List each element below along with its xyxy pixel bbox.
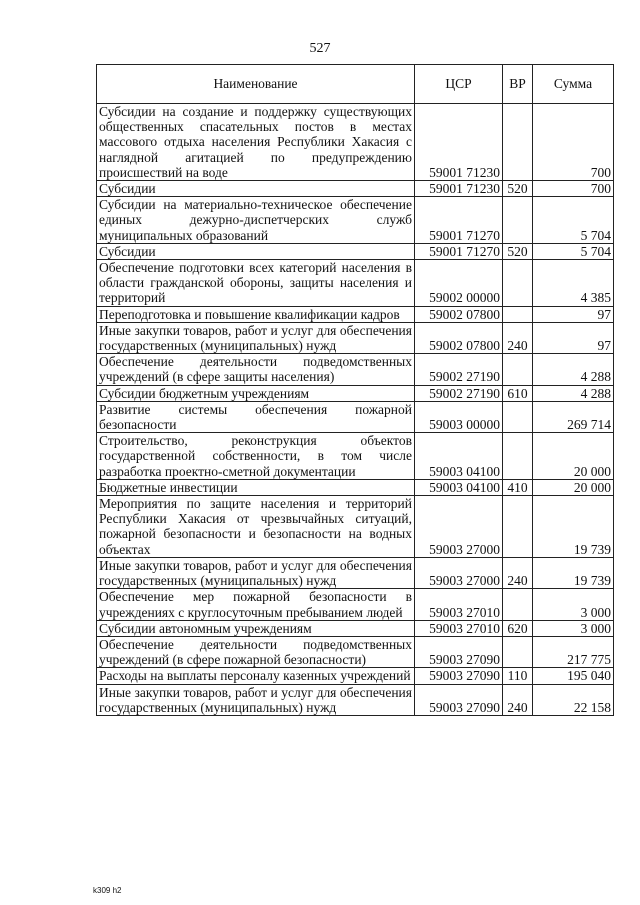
cell-name: Субсидии на материально-техническое обеспечение единых дежурно-диспетчерских служб муниципальных образований xyxy=(97,197,415,244)
table-row xyxy=(97,104,614,181)
cell-csr: 59001 71230 xyxy=(415,181,503,197)
table-row xyxy=(97,684,614,715)
cell-csr: 59003 27090 xyxy=(415,636,503,667)
column-header-csr: ЦСР xyxy=(415,65,503,104)
cell-vr: 240 xyxy=(503,684,533,715)
cell-vr xyxy=(503,197,533,244)
table-header-row xyxy=(97,65,614,104)
cell-csr: 59002 27190 xyxy=(415,354,503,385)
table-row xyxy=(97,668,614,684)
cell-sum: 195 040 xyxy=(533,668,614,684)
cell-vr: 240 xyxy=(503,322,533,353)
cell-csr: 59003 27010 xyxy=(415,589,503,620)
cell-csr: 59003 00000 xyxy=(415,401,503,432)
cell-name: Иные закупки товаров, работ и услуг для обеспечения государственных (муниципальных) нужд xyxy=(97,684,415,715)
cell-csr: 59001 71230 xyxy=(415,104,503,181)
cell-vr xyxy=(503,496,533,558)
cell-csr: 59003 04100 xyxy=(415,433,503,480)
table-row xyxy=(97,433,614,480)
table-row xyxy=(97,479,614,495)
cell-sum: 5 704 xyxy=(533,243,614,259)
cell-name: Мероприятия по защите населения и территорий Республики Хакасия от чрезвычайных ситуаций, пожарной безопасности и безопасности на водных объектах xyxy=(97,496,415,558)
cell-sum: 3 000 xyxy=(533,620,614,636)
cell-sum: 19 739 xyxy=(533,496,614,558)
table-row xyxy=(97,197,614,244)
cell-vr: 110 xyxy=(503,668,533,684)
cell-name: Субсидии бюджетным учреждениям xyxy=(97,385,415,401)
cell-sum: 700 xyxy=(533,104,614,181)
table-row xyxy=(97,322,614,353)
cell-vr: 610 xyxy=(503,385,533,401)
cell-sum: 3 000 xyxy=(533,589,614,620)
cell-csr: 59002 27190 xyxy=(415,385,503,401)
column-header-sum: Сумма xyxy=(533,65,614,104)
cell-sum: 20 000 xyxy=(533,433,614,480)
table-row xyxy=(97,260,614,307)
cell-sum: 5 704 xyxy=(533,197,614,244)
budget-table xyxy=(96,64,614,716)
cell-csr: 59001 71270 xyxy=(415,243,503,259)
cell-name: Расходы на выплаты персоналу казенных учреждений xyxy=(97,668,415,684)
cell-sum: 97 xyxy=(533,306,614,322)
cell-name: Иные закупки товаров, работ и услуг для обеспечения государственных (муниципальных) нужд xyxy=(97,322,415,353)
cell-vr xyxy=(503,260,533,307)
cell-sum: 4 385 xyxy=(533,260,614,307)
footer-code: k309 h2 xyxy=(93,886,122,895)
cell-csr: 59003 27000 xyxy=(415,557,503,588)
cell-name: Бюджетные инвестиции xyxy=(97,479,415,495)
cell-sum: 20 000 xyxy=(533,479,614,495)
cell-csr: 59002 00000 xyxy=(415,260,503,307)
cell-vr: 520 xyxy=(503,181,533,197)
cell-vr: 520 xyxy=(503,243,533,259)
cell-vr xyxy=(503,636,533,667)
cell-vr: 410 xyxy=(503,479,533,495)
table-row xyxy=(97,181,614,197)
cell-sum: 97 xyxy=(533,322,614,353)
cell-name: Обеспечение деятельности подведомственных учреждений (в сфере защиты населения) xyxy=(97,354,415,385)
cell-name: Строительство, реконструкция объектов государственной собственности, в том числе разработка проектно-сметной документации xyxy=(97,433,415,480)
cell-name: Развитие системы обеспечения пожарной безопасности xyxy=(97,401,415,432)
cell-sum: 269 714 xyxy=(533,401,614,432)
cell-sum: 19 739 xyxy=(533,557,614,588)
cell-vr: 620 xyxy=(503,620,533,636)
cell-vr xyxy=(503,401,533,432)
cell-vr xyxy=(503,589,533,620)
cell-name: Субсидии xyxy=(97,181,415,197)
cell-sum: 217 775 xyxy=(533,636,614,667)
cell-vr: 240 xyxy=(503,557,533,588)
table-row xyxy=(97,243,614,259)
cell-sum: 4 288 xyxy=(533,354,614,385)
cell-name: Субсидии автономным учреждениям xyxy=(97,620,415,636)
cell-sum: 22 158 xyxy=(533,684,614,715)
cell-csr: 59001 71270 xyxy=(415,197,503,244)
cell-csr: 59003 27090 xyxy=(415,684,503,715)
cell-name: Обеспечение подготовки всех категорий населения в области гражданской обороны, защиты населения и территорий xyxy=(97,260,415,307)
table-row xyxy=(97,589,614,620)
cell-name: Субсидии на создание и поддержку существующих общественных спасательных постов в местах массового отдыха населения Республики Хакасия с наглядной агитацией по предупреждению происшествий на воде xyxy=(97,104,415,181)
cell-csr: 59003 27090 xyxy=(415,668,503,684)
cell-sum: 4 288 xyxy=(533,385,614,401)
page-number: 527 xyxy=(309,41,331,56)
cell-sum: 700 xyxy=(533,181,614,197)
column-header-name: Наименование xyxy=(97,65,415,104)
cell-name: Переподготовка и повышение квалификации кадров xyxy=(97,306,415,322)
cell-csr: 59003 27010 xyxy=(415,620,503,636)
cell-csr: 59002 07800 xyxy=(415,322,503,353)
table-row xyxy=(97,620,614,636)
cell-vr xyxy=(503,433,533,480)
cell-name: Иные закупки товаров, работ и услуг для обеспечения государственных (муниципальных) нужд xyxy=(97,557,415,588)
cell-name: Обеспечение мер пожарной безопасности в учреждениях с круглосуточным пребыванием людей xyxy=(97,589,415,620)
table-row xyxy=(97,557,614,588)
table-row xyxy=(97,354,614,385)
table-row xyxy=(97,636,614,667)
cell-name: Обеспечение деятельности подведомственных учреждений (в сфере пожарной безопасности) xyxy=(97,636,415,667)
cell-vr xyxy=(503,306,533,322)
column-header-vr: ВР xyxy=(503,65,533,104)
table-row xyxy=(97,385,614,401)
cell-csr: 59003 04100 xyxy=(415,479,503,495)
cell-vr xyxy=(503,104,533,181)
table-body xyxy=(97,104,614,716)
cell-vr xyxy=(503,354,533,385)
table-row xyxy=(97,401,614,432)
table-row xyxy=(97,496,614,558)
table-row xyxy=(97,306,614,322)
cell-name: Субсидии xyxy=(97,243,415,259)
cell-csr: 59003 27000 xyxy=(415,496,503,558)
cell-csr: 59002 07800 xyxy=(415,306,503,322)
